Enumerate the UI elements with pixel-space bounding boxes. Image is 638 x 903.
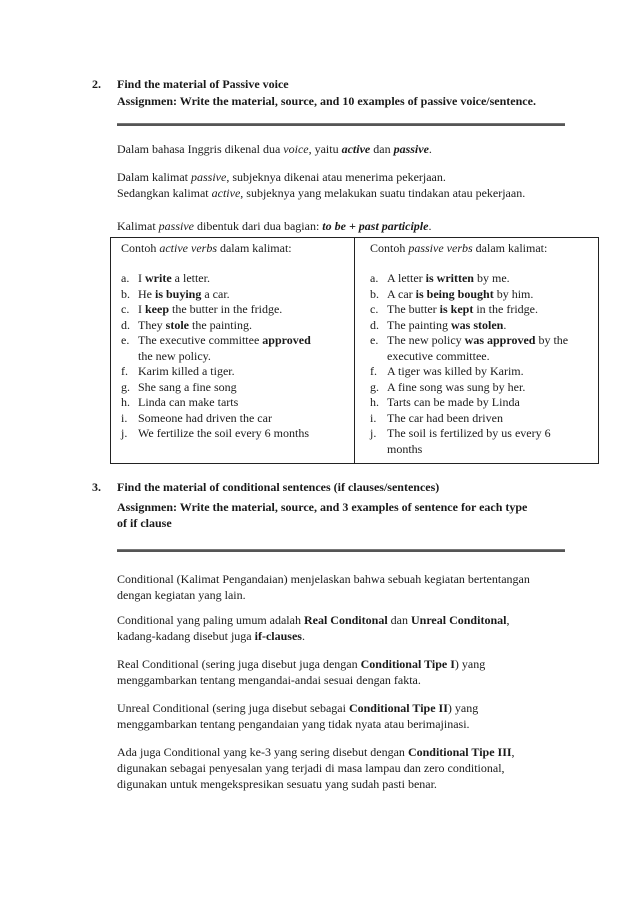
- example-item: [370, 286, 592, 302]
- example-text: Karim killed a tiger.: [138, 364, 235, 378]
- example-text: The butter is kept in the fridge.: [387, 302, 538, 316]
- example-item: [121, 301, 346, 317]
- example-text: A letter is written by me.: [387, 271, 510, 285]
- example-item: [121, 332, 346, 364]
- example-label: b.: [370, 286, 379, 301]
- paragraph: menggambarkan tentang mengandai-andai sesuai dengan fakta.: [117, 673, 421, 687]
- section-number: 2.: [92, 77, 101, 91]
- section-assignment: Assignmen: Write the material, source, and 10 examples of passive voice/sentence.: [117, 94, 536, 108]
- example-label: a.: [121, 271, 130, 285]
- example-text: Someone had driven the car: [138, 410, 272, 425]
- example-item: [121, 286, 346, 302]
- example-item: [370, 394, 592, 410]
- paragraph: dengan kegiatan yang lain.: [117, 588, 246, 602]
- example-label: f.: [121, 364, 128, 378]
- example-text: The car had been driven: [387, 410, 503, 425]
- example-label: d.: [370, 317, 379, 332]
- example-item: [121, 317, 346, 333]
- example-label: g.: [370, 379, 379, 394]
- example-text: Tarts can be made by Linda: [387, 395, 520, 409]
- example-label: c.: [121, 302, 130, 316]
- divider-rule: [117, 123, 565, 126]
- example-item: [121, 270, 346, 286]
- section-title: Find the material of conditional sentences (if clauses/sentences): [117, 480, 440, 494]
- paragraph: digunakan sebagai penyesalan yang terjadi di masa lampau dan zero conditional,: [117, 761, 505, 775]
- section-assignment: of if clause: [117, 516, 172, 530]
- paragraph: Ada juga Conditional yang ke-3 yang sering disebut dengan Conditional Tipe III,: [117, 745, 515, 759]
- example-text: A car is being bought by him.: [387, 286, 534, 301]
- paragraph: menggambarkan tentang pengandaian yang tidak nyata atau berimajinasi.: [117, 717, 470, 731]
- table-header-passive: Contoh passive verbs dalam kalimat:: [370, 241, 548, 255]
- example-text: Linda can make tarts: [138, 395, 239, 409]
- example-label: a.: [370, 271, 379, 285]
- example-label: g.: [121, 379, 130, 394]
- active-examples-list: [121, 270, 346, 440]
- example-item: [370, 379, 592, 395]
- example-text: A tiger was killed by Karim.: [387, 364, 524, 378]
- example-label: f.: [370, 364, 377, 378]
- example-item: [370, 425, 592, 457]
- example-text: We fertilize the soil every 6 months: [138, 426, 309, 440]
- example-item: [370, 363, 592, 379]
- passive-examples-list: [370, 270, 592, 456]
- section-title: Find the material of Passive voice: [117, 77, 289, 91]
- example-text: I keep the butter in the fridge.: [138, 302, 283, 316]
- paragraph: Real Conditional (sering juga disebut juga dengan Conditional Tipe I) yang: [117, 657, 486, 671]
- section-number: 3.: [92, 480, 101, 494]
- example-item: [370, 332, 592, 364]
- example-label: b.: [121, 286, 130, 301]
- example-item: [121, 394, 346, 410]
- example-text: They stole the painting.: [138, 317, 252, 332]
- example-text: He is buying a car.: [138, 286, 230, 301]
- example-label: j.: [370, 426, 377, 440]
- example-label: c.: [370, 302, 379, 316]
- paragraph: Unreal Conditional (sering juga disebut sebagai Conditional Tipe II) yang: [117, 701, 479, 715]
- table-column-divider: [354, 238, 355, 463]
- paragraph: digunakan untuk mengekspresikan sesuatu yang sudah pasti benar.: [117, 777, 437, 791]
- example-text: The soil is fertilized by us every 6 months: [387, 426, 551, 456]
- example-label: e.: [121, 333, 130, 347]
- example-item: [370, 317, 592, 333]
- example-label: d.: [121, 317, 130, 332]
- table-header-active: Contoh active verbs dalam kalimat:: [121, 241, 292, 255]
- example-text: She sang a fine song: [138, 379, 237, 394]
- paragraph: Dalam kalimat passive, subjeknya dikenai atau menerima pekerjaan.: [117, 170, 446, 184]
- section-assignment: Assignmen: Write the material, source, and 3 examples of sentence for each type: [117, 500, 528, 514]
- example-item: [121, 410, 346, 426]
- paragraph: kadang-kadang disebut juga if-clauses.: [117, 629, 305, 643]
- example-item: [370, 410, 592, 426]
- paragraph: Kalimat passive dibentuk dari dua bagian: to be + past participle.: [117, 219, 432, 233]
- example-item: [370, 301, 592, 317]
- example-text: A fine song was sung by her.: [387, 379, 526, 394]
- paragraph: Conditional (Kalimat Pengandaian) menjelaskan bahwa sebuah kegiatan bertentangan: [117, 572, 530, 586]
- example-item: [121, 363, 346, 379]
- example-label: i.: [370, 410, 377, 425]
- example-item: [370, 270, 592, 286]
- example-label: j.: [121, 426, 128, 440]
- example-label: h.: [121, 395, 130, 409]
- example-text: The new policy was approved by the executive committee.: [387, 333, 569, 363]
- example-label: h.: [370, 395, 379, 409]
- example-text: I write a letter.: [138, 271, 210, 285]
- example-item: [121, 379, 346, 395]
- example-text: The painting was stolen.: [387, 317, 507, 332]
- divider-rule: [117, 549, 565, 552]
- paragraph: Dalam bahasa Inggris dikenal dua voice, yaitu active dan passive.: [117, 142, 432, 156]
- paragraph: Conditional yang paling umum adalah Real Conditonal dan Unreal Conditonal,: [117, 613, 510, 627]
- paragraph: Sedangkan kalimat active, subjeknya yang melakukan suatu tindakan atau pekerjaan.: [117, 186, 526, 200]
- example-label: i.: [121, 410, 128, 425]
- example-text: The executive committee approved the new policy.: [138, 333, 311, 363]
- example-item: [121, 425, 346, 441]
- example-label: e.: [370, 333, 379, 347]
